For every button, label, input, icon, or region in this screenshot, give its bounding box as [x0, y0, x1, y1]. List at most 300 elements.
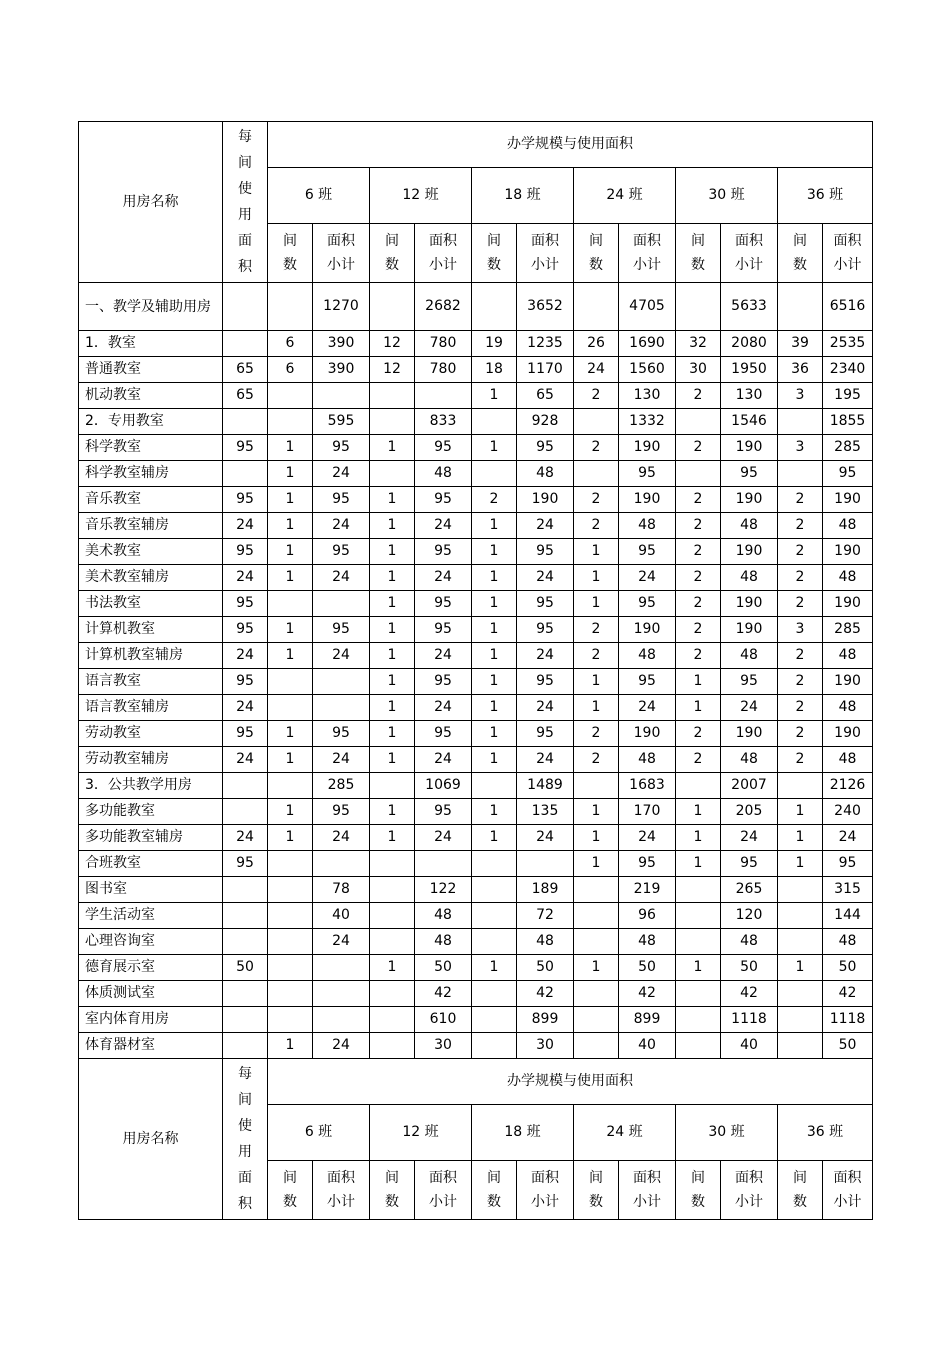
count-header-char: 数 [283, 1194, 297, 1211]
unit-area-char: 使 [238, 181, 252, 197]
count-header [370, 1161, 415, 1220]
room-count-cell [676, 283, 721, 331]
table-row [79, 669, 873, 695]
area-subtotal-cell: 95 [313, 539, 370, 565]
area-subtotal-cell: 95 [415, 669, 472, 695]
count-header-char: 数 [793, 257, 807, 274]
table-row [79, 435, 873, 461]
area-table [78, 121, 873, 1220]
room-count-cell [268, 955, 313, 981]
area-subtotal-cell: 48 [721, 929, 778, 955]
area-header-part: 面积 [531, 233, 559, 250]
area-subtotal-cell: 120 [721, 903, 778, 929]
class-scale-header: 30 班 [676, 1105, 778, 1161]
room-count-cell: 2 [676, 539, 721, 565]
area-subtotal-cell: 24 [619, 565, 676, 591]
room-count-cell [370, 903, 415, 929]
count-header-char: 数 [793, 1194, 807, 1211]
unit-area-char: 间 [238, 155, 252, 171]
room-count-cell: 2 [676, 721, 721, 747]
area-subtotal-cell: 24 [313, 929, 370, 955]
room-count-cell: 1 [574, 825, 619, 851]
scale-title: 办学规模与使用面积 [268, 1059, 873, 1105]
area-subtotal-cell: 24 [415, 825, 472, 851]
area-subtotal-cell: 50 [517, 955, 574, 981]
area-subtotal-cell: 240 [823, 799, 873, 825]
area-subtotal-cell: 170 [619, 799, 676, 825]
room-count-cell: 1 [268, 617, 313, 643]
room-count-cell [472, 283, 517, 331]
room-name-cell: 3．公共教学用房 [79, 773, 223, 799]
area-subtotal-cell: 189 [517, 877, 574, 903]
room-count-cell [472, 773, 517, 799]
room-count-cell: 12 [370, 357, 415, 383]
room-count-cell: 1 [778, 799, 823, 825]
unit-area-cell: 24 [223, 643, 268, 669]
area-subtotal-cell: 1489 [517, 773, 574, 799]
room-count-cell [574, 903, 619, 929]
unit-area-cell [223, 1007, 268, 1033]
class-scale-header: 36 班 [778, 1105, 873, 1161]
area-subtotal-cell: 24 [517, 825, 574, 851]
room-count-cell: 2 [676, 565, 721, 591]
room-count-cell: 2 [676, 643, 721, 669]
room-count-cell: 26 [574, 331, 619, 357]
room-count-cell: 2 [574, 747, 619, 773]
room-count-cell: 1 [574, 955, 619, 981]
area-subtotal-cell: 24 [415, 513, 472, 539]
unit-area-cell [223, 773, 268, 799]
area-subtotal-header [823, 224, 873, 283]
class-scale-header: 30 班 [676, 168, 778, 224]
area-subtotal-cell: 130 [721, 383, 778, 409]
area-subtotal-header [517, 224, 574, 283]
area-subtotal-cell [415, 851, 472, 877]
room-count-cell [370, 773, 415, 799]
room-count-cell [268, 383, 313, 409]
room-count-cell [778, 409, 823, 435]
area-subtotal-cell [313, 695, 370, 721]
area-subtotal-cell: 24 [517, 747, 574, 773]
room-count-cell: 1 [370, 513, 415, 539]
room-name-cell: 语言教室 [79, 669, 223, 695]
area-subtotal-cell: 48 [517, 461, 574, 487]
room-count-cell [370, 409, 415, 435]
unit-area-cell: 95 [223, 617, 268, 643]
room-name-cell: 学生活动室 [79, 903, 223, 929]
room-name-cell: 美术教室辅房 [79, 565, 223, 591]
count-header-char: 数 [589, 257, 603, 274]
area-subtotal-cell: 48 [415, 461, 472, 487]
room-count-cell [370, 877, 415, 903]
table-row [79, 851, 873, 877]
room-count-cell: 1 [472, 695, 517, 721]
room-count-cell [472, 461, 517, 487]
area-subtotal-header [517, 1161, 574, 1220]
unit-area-cell [223, 461, 268, 487]
area-subtotal-cell [517, 851, 574, 877]
area-subtotal-cell: 24 [313, 643, 370, 669]
area-subtotal-cell: 50 [619, 955, 676, 981]
area-subtotal-cell: 190 [619, 487, 676, 513]
room-count-cell: 1 [268, 1033, 313, 1059]
unit-area-cell [223, 903, 268, 929]
room-count-cell: 12 [370, 331, 415, 357]
room-count-cell [778, 1033, 823, 1059]
room-count-cell [574, 773, 619, 799]
area-subtotal-cell: 48 [823, 643, 873, 669]
room-count-cell: 1 [268, 565, 313, 591]
area-subtotal-cell [313, 955, 370, 981]
room-name-cell: 语言教室辅房 [79, 695, 223, 721]
room-count-cell: 2 [778, 747, 823, 773]
area-subtotal-cell: 50 [415, 955, 472, 981]
room-count-cell: 2 [574, 487, 619, 513]
room-count-cell [778, 929, 823, 955]
room-count-cell: 1 [268, 487, 313, 513]
table-row [79, 409, 873, 435]
area-subtotal-cell: 30 [517, 1033, 574, 1059]
area-subtotal-cell: 78 [313, 877, 370, 903]
area-subtotal-cell: 48 [721, 565, 778, 591]
unit-area-cell: 95 [223, 435, 268, 461]
count-header-char: 数 [589, 1194, 603, 1211]
room-count-cell: 1 [676, 669, 721, 695]
area-subtotal-header [823, 1161, 873, 1220]
room-count-cell: 1 [370, 669, 415, 695]
table-row [79, 617, 873, 643]
count-header-char: 间 [283, 233, 297, 250]
table-row [79, 539, 873, 565]
area-subtotal-cell: 780 [415, 331, 472, 357]
table-row [79, 955, 873, 981]
scale-title: 办学规模与使用面积 [268, 122, 873, 168]
room-count-cell: 1 [574, 565, 619, 591]
area-subtotal-cell: 48 [823, 929, 873, 955]
unit-area-char: 用 [238, 1144, 252, 1160]
area-subtotal-cell: 95 [313, 721, 370, 747]
area-subtotal-cell: 40 [313, 903, 370, 929]
unit-area-char: 每 [238, 1066, 252, 1082]
area-subtotal-cell: 190 [823, 669, 873, 695]
area-subtotal-cell [313, 669, 370, 695]
room-count-cell: 1 [370, 565, 415, 591]
room-count-cell: 1 [370, 539, 415, 565]
area-subtotal-cell: 48 [619, 513, 676, 539]
area-subtotal-cell: 190 [823, 487, 873, 513]
room-name-cell: 室内体育用房 [79, 1007, 223, 1033]
room-name-cell: 合班教室 [79, 851, 223, 877]
unit-area-cell: 24 [223, 747, 268, 773]
area-subtotal-cell: 899 [619, 1007, 676, 1033]
area-subtotal-cell: 24 [517, 565, 574, 591]
room-count-cell [778, 283, 823, 331]
table-row [79, 283, 873, 331]
area-header-part: 小计 [833, 1194, 862, 1211]
room-count-cell: 6 [268, 331, 313, 357]
area-subtotal-header [721, 1161, 778, 1220]
room-count-cell: 1 [472, 955, 517, 981]
area-header-part: 面积 [327, 1170, 355, 1187]
room-count-cell: 1 [370, 695, 415, 721]
table-row [79, 487, 873, 513]
room-count-cell [370, 1033, 415, 1059]
table-row [79, 773, 873, 799]
area-subtotal-cell: 72 [517, 903, 574, 929]
room-count-cell [676, 929, 721, 955]
room-count-cell [778, 903, 823, 929]
room-count-cell: 2 [778, 539, 823, 565]
room-count-cell: 1 [472, 669, 517, 695]
room-count-cell: 2 [778, 669, 823, 695]
room-count-cell: 3 [778, 383, 823, 409]
room-count-cell [574, 283, 619, 331]
room-count-cell: 1 [268, 461, 313, 487]
count-header-char: 间 [589, 233, 603, 250]
area-subtotal-cell: 24 [313, 513, 370, 539]
table-row [79, 981, 873, 1007]
table-row [79, 565, 873, 591]
room-count-cell [268, 877, 313, 903]
area-subtotal-cell: 2080 [721, 331, 778, 357]
unit-area-cell [223, 409, 268, 435]
room-count-cell [574, 1033, 619, 1059]
room-count-cell [676, 1033, 721, 1059]
room-count-cell: 1 [268, 799, 313, 825]
area-subtotal-cell: 95 [619, 669, 676, 695]
room-count-cell [472, 1007, 517, 1033]
room-count-cell [472, 851, 517, 877]
class-scale-header: 6 班 [268, 168, 370, 224]
unit-area-cell: 95 [223, 721, 268, 747]
area-subtotal-cell: 1170 [517, 357, 574, 383]
room-count-cell [268, 1007, 313, 1033]
count-header-char: 间 [487, 233, 501, 250]
room-count-cell: 1 [268, 513, 313, 539]
room-count-cell [268, 903, 313, 929]
room-count-cell [574, 929, 619, 955]
room-count-cell: 1 [268, 435, 313, 461]
area-subtotal-cell: 190 [823, 539, 873, 565]
room-count-cell: 1 [370, 487, 415, 513]
table-row [79, 747, 873, 773]
area-subtotal-cell: 2126 [823, 773, 873, 799]
room-count-cell [268, 851, 313, 877]
area-subtotal-cell: 285 [823, 617, 873, 643]
area-subtotal-cell: 24 [517, 643, 574, 669]
room-count-cell: 1 [370, 591, 415, 617]
room-count-cell [268, 283, 313, 331]
area-subtotal-cell: 95 [415, 617, 472, 643]
room-count-cell [472, 877, 517, 903]
unit-area-cell: 24 [223, 565, 268, 591]
room-count-cell [268, 929, 313, 955]
area-header-part: 面积 [735, 233, 763, 250]
area-subtotal-cell: 1118 [721, 1007, 778, 1033]
room-name-cell: 劳动教室辅房 [79, 747, 223, 773]
room-count-cell: 1 [472, 643, 517, 669]
area-subtotal-cell: 95 [619, 851, 676, 877]
room-count-cell [574, 461, 619, 487]
area-subtotal-cell: 24 [415, 565, 472, 591]
area-subtotal-cell: 65 [517, 383, 574, 409]
area-subtotal-cell: 95 [313, 617, 370, 643]
count-header [574, 1161, 619, 1220]
area-subtotal-cell: 190 [721, 487, 778, 513]
room-count-cell: 1 [676, 695, 721, 721]
room-count-cell: 39 [778, 331, 823, 357]
room-count-cell: 1 [778, 955, 823, 981]
room-count-cell [370, 851, 415, 877]
room-count-cell: 1 [778, 851, 823, 877]
class-scale-header: 12 班 [370, 168, 472, 224]
room-count-cell: 2 [676, 487, 721, 513]
area-subtotal-cell: 1950 [721, 357, 778, 383]
area-subtotal-cell: 48 [823, 513, 873, 539]
room-count-cell: 1 [268, 825, 313, 851]
area-subtotal-cell: 50 [823, 955, 873, 981]
area-subtotal-cell: 24 [313, 461, 370, 487]
room-count-cell [574, 981, 619, 1007]
area-subtotal-cell: 48 [721, 643, 778, 669]
unit-area-header [223, 122, 268, 283]
area-subtotal-cell: 122 [415, 877, 472, 903]
area-subtotal-cell: 315 [823, 877, 873, 903]
room-name-cell: 1．教室 [79, 331, 223, 357]
area-subtotal-cell: 95 [721, 851, 778, 877]
room-count-cell [268, 773, 313, 799]
count-header-char: 数 [691, 1194, 705, 1211]
class-scale-header: 24 班 [574, 168, 676, 224]
table-row [79, 929, 873, 955]
area-subtotal-cell: 95 [415, 435, 472, 461]
room-count-cell: 2 [574, 383, 619, 409]
unit-area-cell: 65 [223, 383, 268, 409]
area-subtotal-cell: 48 [823, 747, 873, 773]
room-count-cell: 2 [778, 565, 823, 591]
area-subtotal-cell: 95 [313, 799, 370, 825]
room-count-cell [778, 1007, 823, 1033]
area-subtotal-cell [313, 851, 370, 877]
unit-area-cell [223, 799, 268, 825]
room-name-cell: 计算机教室辅房 [79, 643, 223, 669]
count-header [268, 1161, 313, 1220]
room-count-cell [268, 695, 313, 721]
room-name-cell: 多功能教室 [79, 799, 223, 825]
area-header-part: 面积 [429, 233, 457, 250]
area-subtotal-cell: 2007 [721, 773, 778, 799]
area-subtotal-cell: 48 [415, 903, 472, 929]
area-subtotal-cell: 42 [517, 981, 574, 1007]
count-header-char: 间 [793, 233, 807, 250]
area-subtotal-cell: 24 [721, 825, 778, 851]
room-name-cell: 计算机教室 [79, 617, 223, 643]
count-header-char: 间 [487, 1170, 501, 1187]
room-count-cell: 2 [778, 513, 823, 539]
area-header-part: 面积 [327, 233, 355, 250]
room-name-header: 用房名称 [79, 1059, 223, 1220]
table-row [79, 643, 873, 669]
area-subtotal-cell: 190 [721, 435, 778, 461]
room-count-cell: 19 [472, 331, 517, 357]
room-count-cell: 1 [472, 383, 517, 409]
count-header-char: 间 [589, 1170, 603, 1187]
unit-area-cell: 24 [223, 825, 268, 851]
area-subtotal-cell: 95 [313, 487, 370, 513]
area-subtotal-cell: 24 [313, 747, 370, 773]
area-subtotal-cell: 5633 [721, 283, 778, 331]
area-subtotal-cell: 24 [415, 747, 472, 773]
room-count-cell [778, 877, 823, 903]
room-count-cell: 3 [778, 435, 823, 461]
room-name-cell: 书法教室 [79, 591, 223, 617]
area-subtotal-cell: 285 [313, 773, 370, 799]
count-header-char: 间 [691, 233, 705, 250]
bottom-header-row-title [79, 1059, 873, 1105]
room-count-cell: 18 [472, 357, 517, 383]
room-count-cell: 2 [676, 513, 721, 539]
count-header-char: 间 [793, 1170, 807, 1187]
room-count-cell [676, 409, 721, 435]
area-subtotal-cell: 40 [721, 1033, 778, 1059]
area-header-part: 小计 [531, 1194, 559, 1211]
area-subtotal-cell: 190 [619, 435, 676, 461]
room-name-cell: 机动教室 [79, 383, 223, 409]
table-row [79, 1007, 873, 1033]
room-count-cell: 2 [574, 721, 619, 747]
area-subtotal-cell: 3652 [517, 283, 574, 331]
room-count-cell: 2 [574, 513, 619, 539]
room-count-cell: 1 [370, 747, 415, 773]
room-count-cell [472, 903, 517, 929]
unit-area-cell: 24 [223, 513, 268, 539]
table-header [79, 122, 873, 283]
room-count-cell: 1 [268, 539, 313, 565]
unit-area-cell [223, 929, 268, 955]
area-subtotal-cell: 219 [619, 877, 676, 903]
room-count-cell [370, 981, 415, 1007]
area-subtotal-cell: 48 [517, 929, 574, 955]
area-subtotal-cell: 95 [619, 591, 676, 617]
area-subtotal-cell: 899 [517, 1007, 574, 1033]
area-subtotal-cell: 24 [619, 695, 676, 721]
room-count-cell: 2 [676, 435, 721, 461]
area-subtotal-header [415, 224, 472, 283]
area-subtotal-cell: 42 [823, 981, 873, 1007]
area-subtotal-cell: 144 [823, 903, 873, 929]
room-count-cell: 1 [676, 825, 721, 851]
room-count-cell: 1 [370, 643, 415, 669]
room-name-cell: 2．专用教室 [79, 409, 223, 435]
area-subtotal-cell: 190 [721, 721, 778, 747]
room-name-header: 用房名称 [79, 122, 223, 283]
area-header-part: 小计 [633, 257, 661, 274]
area-subtotal-cell: 1069 [415, 773, 472, 799]
table-row [79, 383, 873, 409]
room-count-cell [472, 929, 517, 955]
unit-area-cell [223, 283, 268, 331]
room-count-cell: 2 [574, 617, 619, 643]
room-count-cell: 1 [574, 591, 619, 617]
area-subtotal-cell: 24 [517, 513, 574, 539]
count-header-char: 数 [487, 1194, 501, 1211]
room-count-cell [676, 1007, 721, 1033]
area-header-part: 面积 [633, 233, 661, 250]
area-subtotal-cell: 95 [517, 721, 574, 747]
room-count-cell: 1 [472, 565, 517, 591]
unit-area-char: 间 [238, 1092, 252, 1108]
class-scale-header: 18 班 [472, 168, 574, 224]
